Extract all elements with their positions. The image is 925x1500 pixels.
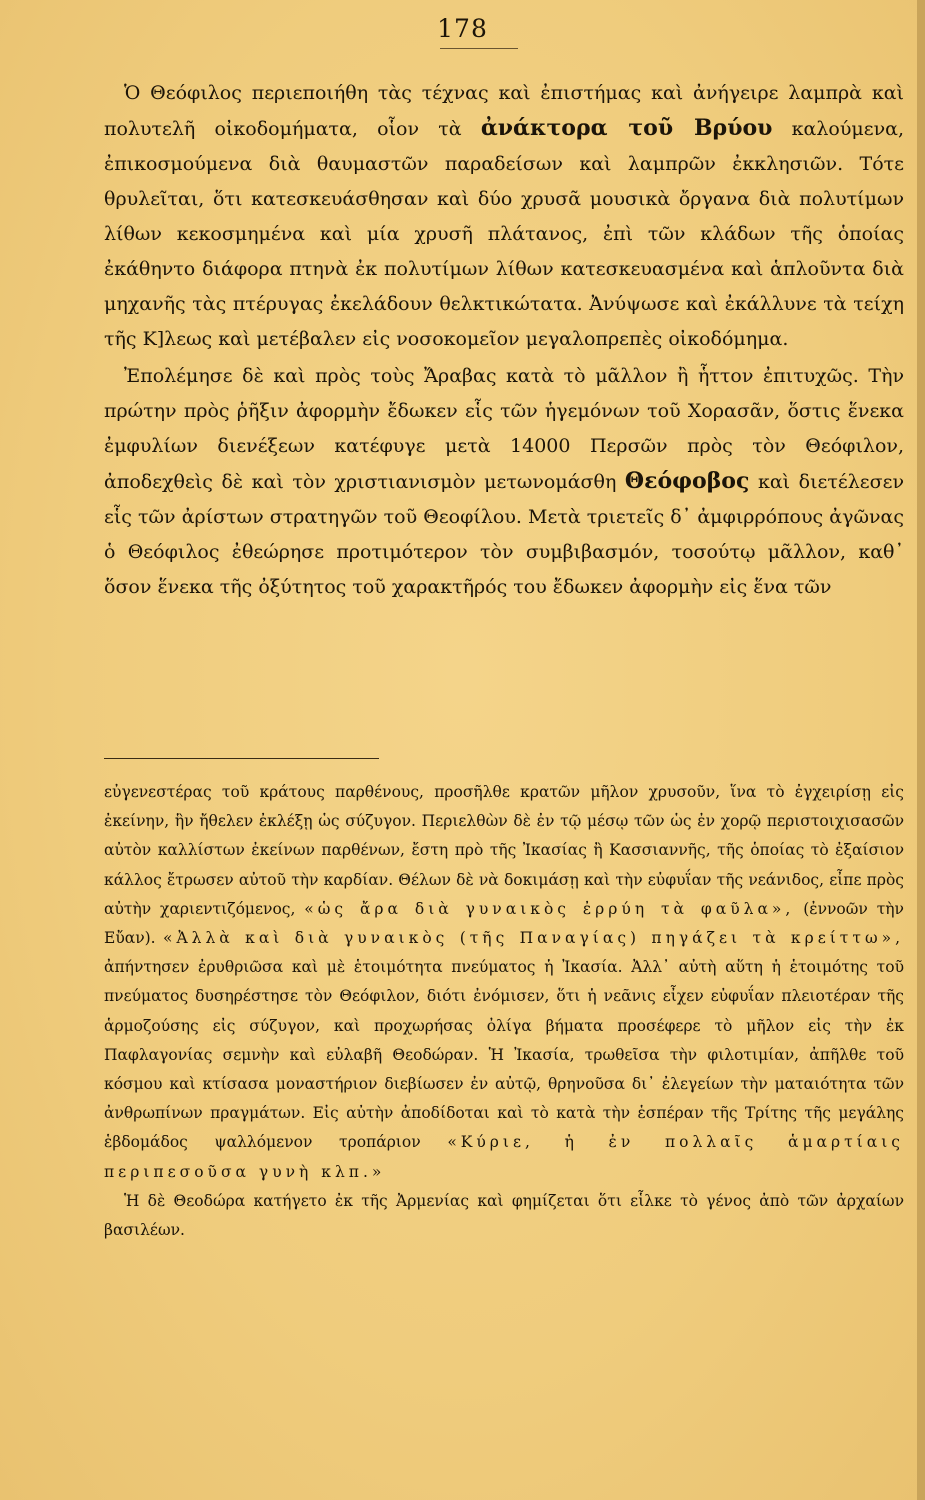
page-number: 178 (437, 14, 488, 43)
spaced-quote-1: «ὡς ἄρα διὰ γυναικὸς ἐρρύη τὰ φαῦλα», (304, 899, 795, 918)
footnote-text-3: ἀπήντησεν ἐρυθριῶσα καὶ μὲ ἑτοιμότητα πνεύματος ἡ Ἰκασία. Ἀλλ᾽ αὐτὴ αὕτη ἡ ἑτοιμότης τοῦ πνεύματος δυσηρέστησε τὸν Θεόφιλον, διότι ἐνόμισεν, ὅτι ἡ νεᾶνις εἶχεν εὐφυΐαν πλειοτέραν τῆς ἁρμοζούσης εἰς σύζυγον, καὶ προχωρήσας ὀλίγα βήματα προσέφερε τὸ μῆλον εἰς τὴν ἐκ Παφλαγονίας σεμνὴν καὶ εὐλαβῆ Θεοδώραν. Ἡ Ἰκασία, τρωθεῖσα τὴν φιλοτιμίαν, ἀπῆλθε τοῦ κόσμου καὶ κτίσασα μοναστήριον διεβίωσεν ἐν αὐτῷ, θρηνοῦσα δι᾽ ἐλεγείων τὴν ματαιότητα τῶν ἀνθρωπίνων πραγμάτων. Εἰς αὐτὴν ἀποδίδοται καὶ τὸ κατὰ τὴν ἑσπέραν τῆς Τρίτης τῆς μεγάλης ἑβδομάδος ψαλλόμενον τροπάριον (104, 958, 904, 1152)
footnote (104, 778, 904, 1245)
spaced-quote-3: «Κύριε, ἡ ἐν πολλαῖς ἁμαρτίαις περιπεσοῦσα γυνὴ κλπ.» (104, 1133, 904, 1181)
spaced-quote-2: «Ἀλλὰ καὶ διὰ γυναικὸς (τῆς Παναγίας) πηγάζει τὰ κρείττω», (162, 929, 904, 948)
paragraph-2-end: καὶ διετέλεσεν εἷς τῶν ἀρίστων στρατηγῶν τοῦ Θεοφίλου. Μετὰ τριετεῖς δ᾽ ἀμφιρρόπους ἀγῶνας ὁ Θεόφιλος ἐθεώρησε προτιμότερον τὸν συμβιβασμόν, τοσούτῳ μᾶλλον, καθ᾽ ὅσον ἕνεκα τῆς ὀξύτητος τοῦ χαρακτῆρός του ἔδωκεν ἀφορμὴν εἰς ἕνα τῶν (104, 471, 904, 598)
paragraph-2-start: Ἐπολέμησε δὲ καὶ πρὸς τοὺς Ἄραβας κατὰ τὸ μᾶλλον ἢ ἧττον ἐπιτυχῶς. Τὴν πρώτην πρὸς ῥῆξιν ἀφορμὴν ἔδωκεν εἷς τῶν ἡγεμόνων τοῦ Χορασᾶν, ὅστις ἕνεκα ἐμφυλίων διενέξεων κατέφυγε μετὰ 14000 Περσῶν πρὸς τὸν Θεόφιλον, ἀποδεχθεὶς δὲ καὶ τὸν χριστιανισμὸν μετωνομάσθη (104, 365, 904, 493)
paragraph-1 (104, 76, 904, 357)
main-text (104, 76, 904, 605)
footnote-text-2: (ἐννοῶν τὴν Εὔαν). (104, 899, 904, 948)
footnote-separator (104, 758, 379, 759)
bold-term-palace: ἀνάκτορα τοῦ Βρύου (480, 115, 773, 141)
paragraph-2 (104, 359, 904, 605)
page-number-underline (440, 48, 518, 49)
footnote-paragraph-1 (104, 778, 904, 1187)
footnote-paragraph-2: Ἡ δὲ Θεοδώρα κατήγετο ἐκ τῆς Ἀρμενίας καὶ φημίζεται ὅτι εἷλκε τὸ γένος ἀπὸ τῶν ἀρχαίων βασιλέων. (104, 1191, 904, 1240)
paragraph-1-start: Ὁ Θεόφιλος περιεποιήθη τὰς τέχνας καὶ ἐπιστήμας καὶ ἀνήγειρε λαμπρὰ καὶ πολυτελῆ οἰκοδομήματα, οἷον τὰ (104, 82, 904, 140)
paragraph-1-end: καλούμενα, ἐπικοσμούμενα διὰ θαυμαστῶν παραδείσων καὶ λαμπρῶν ἐκκλησιῶν. Τότε θρυλεῖται, ὅτι κατεσκευάσθησαν καὶ δύο χρυσᾶ μουσικὰ ὄργανα διὰ πολυτίμων λίθων κεκοσμημένα καὶ μία χρυσῆ πλάτανος, ἐπὶ τῶν κλάδων τῆς ὁποίας ἐκάθηντο διάφορα πτηνὰ ἐκ πολυτίμων λίθων κατεσκευασμένα καὶ ἁπλοῦντα διὰ μηχανῆς τὰς πτέρυγας ἐκελάδουν θελκτικώτατα. Ἀνύψωσε καὶ ἐκάλλυνε τὰ τείχη τῆς Κ]λεως καὶ μετέβαλεν εἰς νοσοκομεῖον μεγαλοπρεπὲς οἰκοδόμημα. (104, 118, 905, 350)
bold-term-theophobos: Θεόφοβος (624, 468, 750, 494)
footnote-text-1: εὐγενεστέρας τοῦ κράτους παρθένους, προσῆλθε κρατῶν μῆλον χρυσοῦν, ἵνα τὸ ἐγχειρίσῃ εἰς ἐκείνην, ἣν ἤθελεν ἐκλέξῃ ὡς σύζυγον. Περιελθὼν δὲ ἐν τῷ μέσῳ τῶν ὡς ἐν χορῷ περιστοιχισασῶν αὐτὸν καλλίστων ἐκείνων παρθένων, ἔστη πρὸ τῆς Ἰκασίας ἢ Κασσιαννῆς, τῆς ὁποίας τὸ ἐξαίσιον κάλλος ἔτρωσεν αὐτοῦ τὴν καρδίαν. Θέλων δὲ νὰ δοκιμάσῃ καὶ τὴν εὐφυΐαν τῆς νεάνιδος, εἶπε πρὸς αὐτὴν χαριεντιζόμενος, (104, 783, 904, 918)
page-edge (917, 0, 925, 1500)
